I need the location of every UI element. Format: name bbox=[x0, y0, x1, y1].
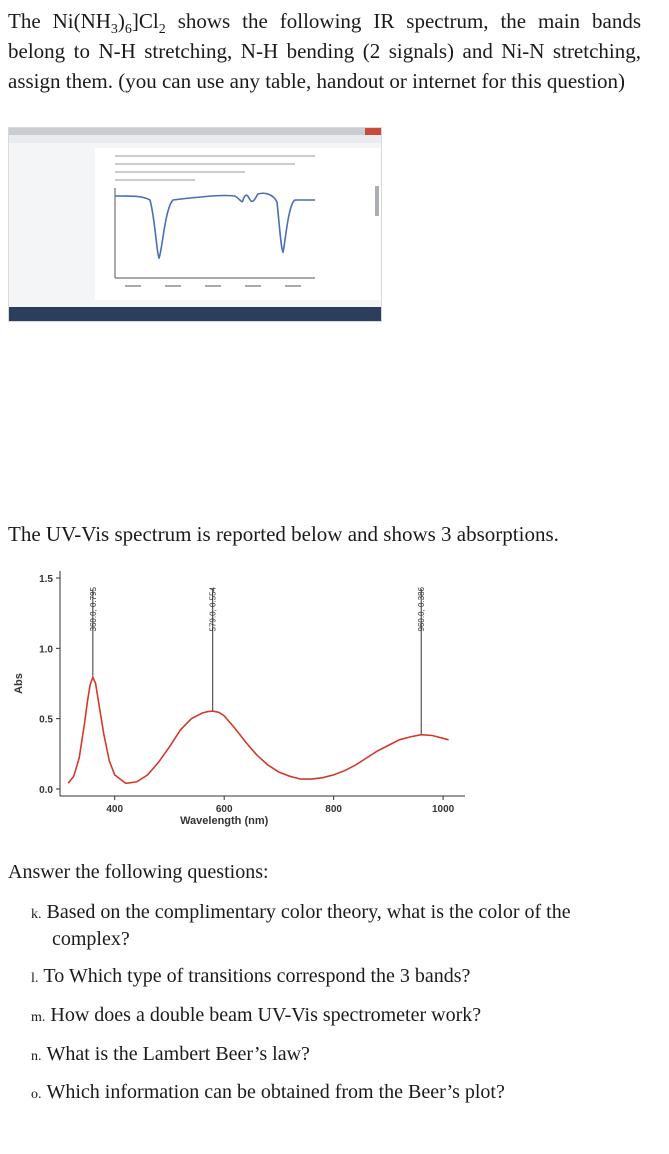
question-n: n. What is the Lambert Beer’s law? bbox=[31, 1043, 310, 1065]
uv-vis-chart bbox=[0, 558, 669, 903]
x-tick-label: 1000 bbox=[431, 804, 455, 815]
browser-tab-bar bbox=[9, 128, 381, 135]
question-k-continued: complex? bbox=[52, 928, 130, 950]
chart-axes bbox=[13, 571, 465, 827]
uv-intro-text: The UV-Vis spectrum is reported below and shows 3 absorptions. bbox=[8, 522, 559, 546]
ir-spectrum-screenshot bbox=[8, 127, 382, 322]
y-tick-label: 1.0 bbox=[39, 644, 53, 656]
question-o: o. Which information can be obtained from the Beer’s plot? bbox=[31, 1081, 505, 1103]
taskbar bbox=[9, 307, 381, 321]
y-tick-label: 1.5 bbox=[39, 574, 53, 586]
chart-annotations bbox=[89, 586, 426, 734]
x-tick-label: 600 bbox=[215, 804, 233, 815]
y-axis-label: Abs bbox=[13, 673, 25, 694]
x-tick-label: 800 bbox=[325, 804, 342, 815]
questions-heading: Answer the following questions: bbox=[8, 861, 269, 883]
x-axis-label: Wavelength (nm) bbox=[180, 815, 269, 827]
peak-label: 579.0, 0.554 bbox=[208, 587, 218, 632]
y-tick-label: 0.0 bbox=[39, 784, 53, 796]
question-m: m. How does a double beam UV-Vis spectrometer work? bbox=[31, 1004, 482, 1026]
absorption-curve bbox=[68, 677, 448, 783]
x-tick-label: 400 bbox=[106, 804, 124, 815]
peak-label: 360.0, 0.795 bbox=[88, 587, 98, 632]
question-l: l. To Which type of transitions correspond the 3 bands? bbox=[31, 965, 471, 987]
ir-plot bbox=[95, 148, 381, 300]
y-tick-label: 0.5 bbox=[39, 714, 53, 726]
question-k: k. Based on the complimentary color theory, what is the color of the bbox=[31, 901, 571, 923]
ir-page-content bbox=[95, 148, 381, 300]
browser-address-bar bbox=[9, 135, 381, 143]
scrollbar-thumb bbox=[375, 186, 379, 216]
intro-paragraph: The $Ni(NH_3)_6]Cl_2$ shows the following IR spectrum, the main bands belong to N-H stretching, N-H bending (2 signals) and Ni-N stretching, assign them. (you can use any table, handout or internet for this question) bbox=[8, 9, 641, 93]
chart-ticks bbox=[39, 574, 455, 815]
peak-label: 960.0, 0.386 bbox=[417, 587, 427, 632]
